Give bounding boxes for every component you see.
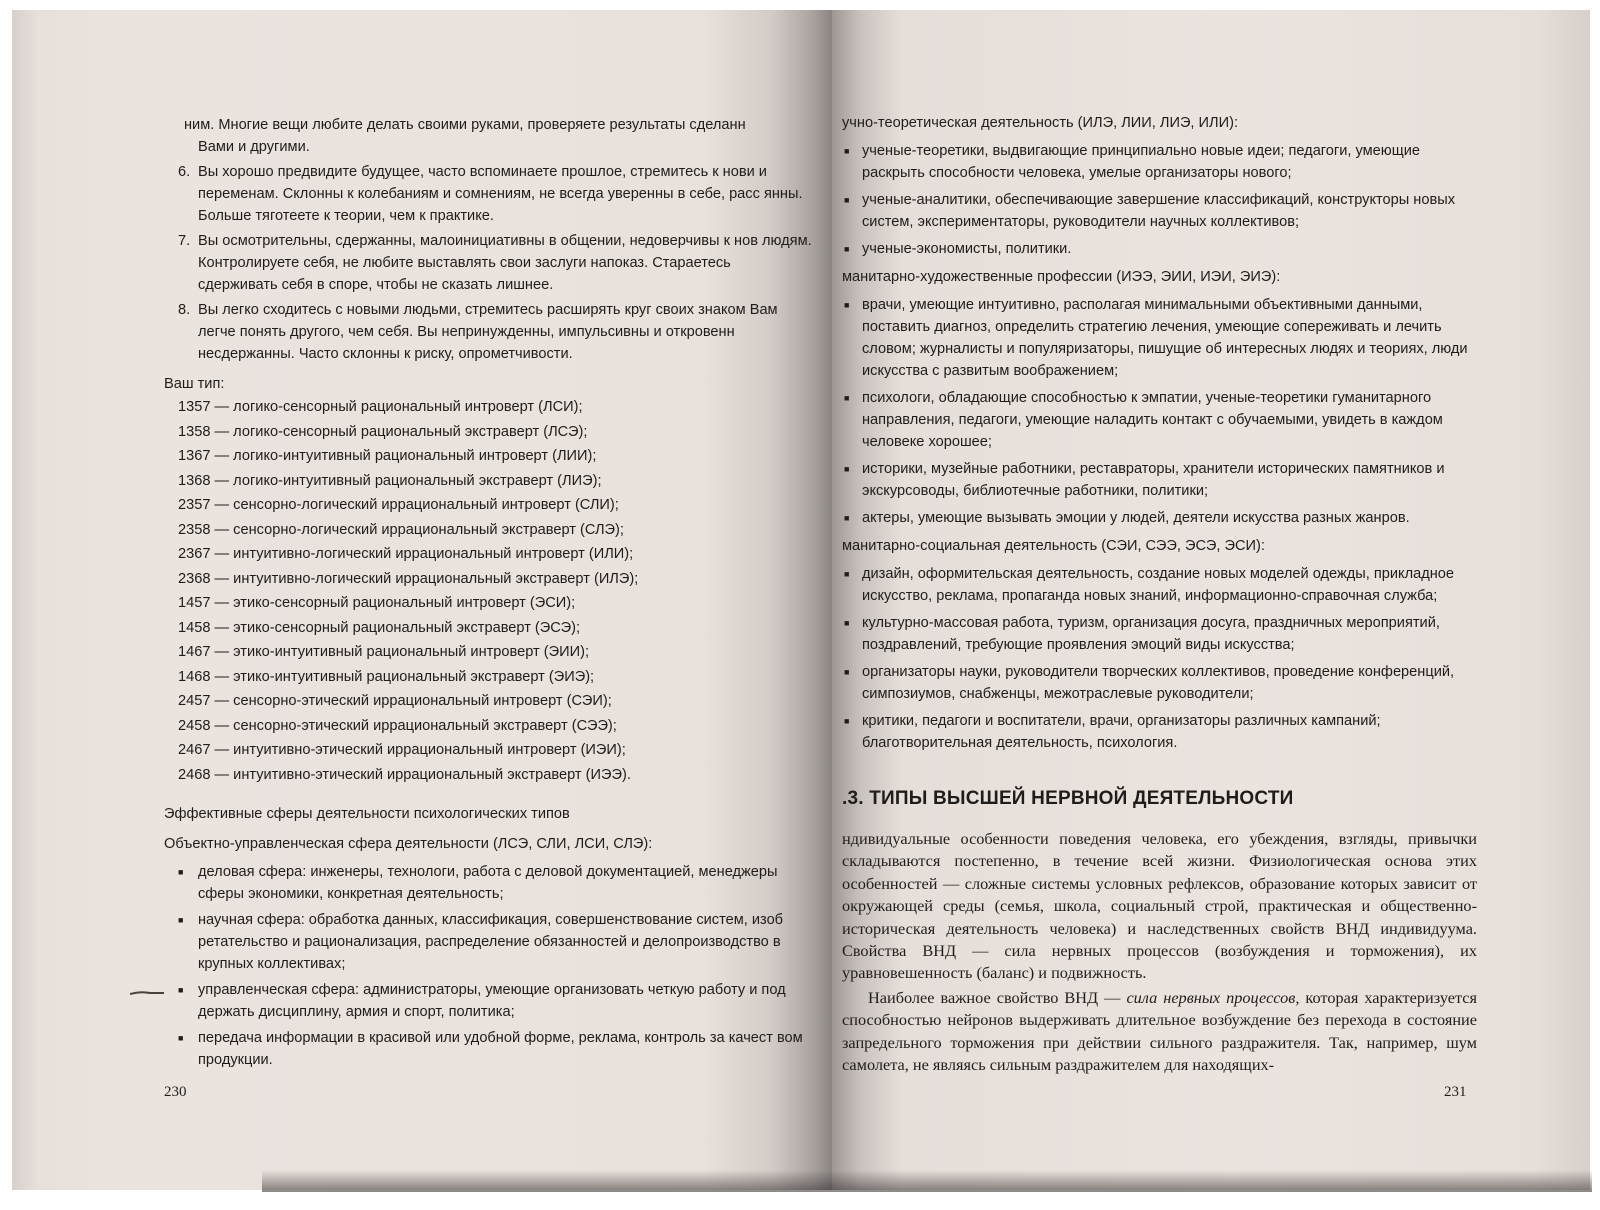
- intro-line-1: ним. Многие вещи любите делать своими руками, проверяете результаты сделанн: [184, 117, 746, 133]
- list-item: ■ управленческая сфера: администраторы, умеющие организовать четкую работу и под держать дисциплину, армия и спорт, политика;: [164, 979, 814, 1023]
- page-number-right: 231: [1444, 1084, 1467, 1100]
- types-heading: Ваш тип:: [164, 376, 225, 392]
- list-item: ■ ученые-экономисты, политики.: [842, 238, 1477, 260]
- item-text: Вы осмотрительны, сдержанны, малоинициативны в общении, недоверчивы к нов людям. Контролируете себя, не любите выставлять свои заслуги напоказ. Стараетесь сдерживать себя в споре, чтобы не сказать лишнее.: [198, 233, 812, 293]
- left-page: [12, 10, 832, 1190]
- intro-line-2: Вами и другими.: [198, 139, 310, 155]
- type-line: 2368 — интуитивно-логический иррациональный экстраверт (ИЛЭ);: [178, 570, 639, 587]
- section-title: .3. ТИПЫ ВЫСШЕЙ НЕРВНОЙ ДЕЯТЕЛЬНОСТИ: [842, 788, 1294, 809]
- book-spread: [12, 10, 1590, 1192]
- left-page-text: [164, 114, 814, 1075]
- type-line: 1368 — логико-интуитивный рациональный экстраверт (ЛИЭ);: [178, 472, 602, 489]
- list-item: ■ ученые-аналитики, обеспечивающие завершение классификаций, конструкторы новых систем, экспериментаторы, руководители научных коллективов;: [842, 189, 1477, 233]
- hum-soc-list: [842, 563, 1477, 754]
- list-item: ■ актеры, умеющие вызывать эмоции у людей, деятели искусства разных жанров.: [842, 507, 1477, 529]
- item-number: 6.: [178, 164, 191, 180]
- list-item: ■ научная сфера: обработка данных, классификация, совершенствование систем, изоб ретательство и рационализация, распределение обязанностей и делопроизводство в крупных коллективах;: [164, 909, 814, 975]
- type-line: 2358 — сенсорно-логический иррациональный экстраверт (СЛЭ);: [178, 521, 624, 538]
- type-line: 1358 — логико-сенсорный рациональный экстраверт (ЛСЭ);: [178, 423, 588, 440]
- object-sphere-heading: Объектно-управленческая сфера деятельности (ЛСЭ, СЛИ, ЛСИ, СЛЭ):: [164, 836, 653, 852]
- list-item: ■ ученые-теоретики, выдвигающие принципиально новые идеи; педагоги, умеющие раскрыть способности человека, умелые организаторы нового;: [842, 140, 1477, 184]
- spheres-heading: Эффективные сферы деятельности психологических типов: [164, 806, 570, 822]
- object-sphere-list: [164, 861, 814, 1071]
- type-line: 1357 — логико-сенсорный рациональный интроверт (ЛСИ);: [178, 399, 583, 415]
- types-list: [164, 395, 814, 787]
- type-line: 2357 — сенсорно-логический иррациональный интроверт (СЛИ);: [178, 497, 619, 513]
- type-line: 1467 — этико-интуитивный рациональный интроверт (ЭИИ);: [178, 644, 590, 660]
- type-line: 2467 — интуитивно-этический иррациональный интроверт (ИЭИ);: [178, 742, 626, 758]
- list-item: ■ деловая сфера: инженеры, технологи, работа с деловой документацией, менеджеры сферы экономики, конкретная деятельность;: [164, 861, 814, 905]
- list-item: ■ культурно-массовая работа, туризм, организация досуга, праздничных мероприятий, поздравлений, требующие проявления эмоций виды искусства;: [842, 612, 1477, 656]
- type-line: 2468 — интуитивно-этический иррациональный экстраверт (ИЭЭ).: [178, 766, 631, 783]
- list-item: ■ дизайн, оформительская деятельность, создание новых моделей одежды, прикладное искусство, реклама, пропаганда новых знаний, информационно-справочная служба;: [842, 563, 1477, 607]
- right-page: [832, 10, 1590, 1190]
- list-item: ■ передача информации в красивой или удобной форме, реклама, контроль за качест вом продукции.: [164, 1027, 814, 1071]
- pencil-mark: [130, 990, 164, 996]
- list-item: ■ историки, музейные работники, реставраторы, хранители исторических памятников и экскурсоводы, библиотечные работники, политики;: [842, 458, 1477, 502]
- list-item: ■ организаторы науки, руководители творческих коллективов, проведение конференций, симпозиумов, снабженцы, межотраслевые руководители;: [842, 661, 1477, 705]
- type-line: 2367 — интуитивно-логический иррациональный интроверт (ИЛИ);: [178, 546, 634, 562]
- sci-heading: учно-теоретическая деятельность (ИЛЭ, ЛИИ, ЛИЭ, ИЛИ):: [842, 115, 1239, 131]
- numbered-item: [164, 230, 814, 296]
- type-line: 1367 — логико-интуитивный рациональный интроверт (ЛИИ);: [178, 448, 597, 464]
- item-number: 7.: [178, 233, 191, 249]
- item-number: 8.: [178, 302, 191, 318]
- para2-end: которая характеризуется способностью нейронов выдерживать длительное возбуждение без перехода в состояние запредельного торможения при действии сильного раздражителя. Так, например, шум самолета, не являясь сильным раздражителем для находящих-: [842, 987, 1477, 1075]
- list-item: ■ врачи, умеющие интуитивно, располагая минимальными объективными данными, поставить диагноз, определить стратегию лечения, умеющие сопереживать и лечить словом; журналисты и популяризаторы, пишущие об интересных людях и теориях, люди искусства с развитым воображением;: [842, 294, 1477, 382]
- item-text: Вы легко сходитесь с новыми людьми, стремитесь расширять круг своих знаком Вам легче понять другого, чем себя. Вы непринужденны, импульсивны и откровенн несдержанны. Часто склонны к риску, опрометчивости.: [198, 302, 778, 362]
- numbered-item: [164, 161, 814, 227]
- sci-list: [842, 140, 1477, 260]
- list-item: ■ психологи, обладающие способностью к эмпатии, ученые-теоретики гуманитарного направления, педагоги, умеющие наладить контакт с обучаемыми, увидеть в каждом человеке хорошее;: [842, 387, 1477, 453]
- paragraph-2: [842, 987, 1477, 1077]
- hum-art-heading: манитарно-художественные профессии (ИЭЭ, ЭИИ, ИЭИ, ЭИЭ):: [842, 269, 1281, 285]
- type-line: 1458 — этико-сенсорный рациональный экстраверт (ЭСЭ);: [178, 619, 581, 636]
- numbered-item: [164, 299, 814, 365]
- hum-soc-heading: манитарно-социальная деятельность (СЭИ, СЭЭ, ЭСЭ, ЭСИ):: [842, 538, 1265, 554]
- type-line: 1468 — этико-интуитивный рациональный экстраверт (ЭИЭ);: [178, 668, 595, 685]
- type-line: 2458 — сенсорно-этический иррациональный экстраверт (СЭЭ);: [178, 717, 617, 734]
- hum-art-list: [842, 294, 1477, 529]
- page-number-left: 230: [164, 1084, 187, 1100]
- type-line: 2457 — сенсорно-этический иррациональный интроверт (СЭИ);: [178, 693, 612, 709]
- item-text: Вы хорошо предвидите будущее, часто вспоминаете прошлое, стремитесь к нови и переменам. Склонны к колебаниям и сомнениям, не всегда уверенны в себе, расс янны. Больше тяготеете к теории, чем к практике.: [198, 164, 803, 224]
- para2-emphasis: сила нервных процессов,: [1126, 987, 1300, 1007]
- list-item: ■ критики, педагоги и воспитатели, врачи, организаторы различных кампаний; благотворительная деятельность, психология.: [842, 710, 1477, 754]
- type-line: 1457 — этико-сенсорный рациональный интроверт (ЭСИ);: [178, 595, 576, 611]
- para2-start: Наиболее важное свойство ВНД —: [868, 987, 1127, 1007]
- right-page-text: [842, 112, 1477, 759]
- paragraph-1: ндивидуальные особенности поведения человека, его убеждения, взгляды, привычки складываются постепенно, в течение всей жизни. Физиологическая основа этих особенностей — сложные системы условных рефлексов, образование которых зависит от окружающей среды (семья, школа, социальный строй, практическая и общественно-историческая деятельность человека) и наследственных свойств ВНД индивидуума. Свойства ВНД — сила нервных процессов (возбуждения и торможения), их уравновешенность (баланс) и подвижность.: [842, 829, 1477, 983]
- page-edge-shadow: [262, 1170, 1592, 1192]
- section-body: [842, 828, 1477, 1076]
